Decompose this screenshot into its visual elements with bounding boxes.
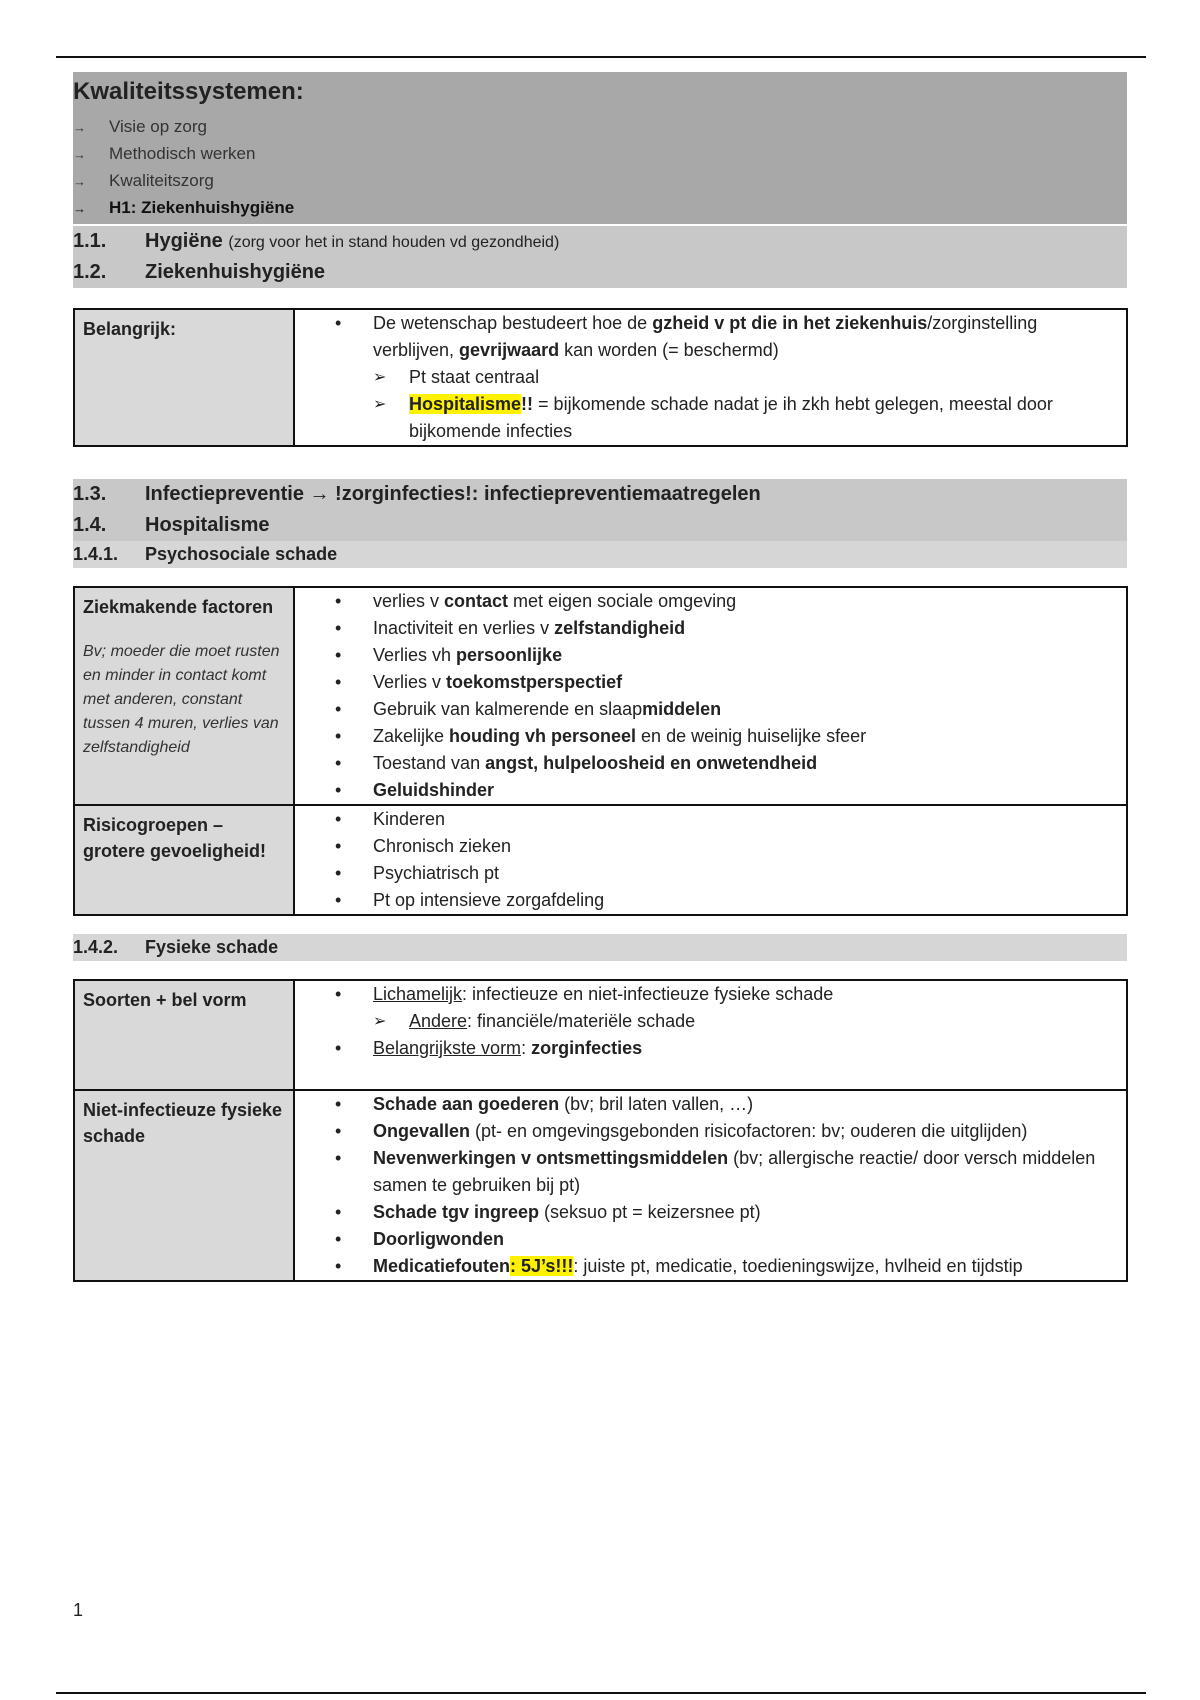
arrow-right-icon: →: [73, 120, 86, 135]
list-item: • Schade tgv ingreep (seksuo pt = keizersnee pt): [335, 1199, 1106, 1226]
top-rule: [56, 56, 1146, 58]
sub-list: [373, 364, 1106, 445]
list-item: • Zakelijke houding vh personeel en de weinig huiselijke sfeer: [335, 723, 1106, 750]
list-item: • Toestand van angst, hulpeloosheid en onwetendheid: [335, 750, 1106, 777]
table-label: Risicogroepen – grotere gevoeligheid!: [74, 805, 294, 915]
heading-1-1: 1.1. Hygiëne (zorg voor het in stand houden vd gezondheid): [73, 226, 1127, 257]
psychosociale-schade-table: [73, 586, 1128, 916]
sub-list-item: ➢ Andere: financiële/materiële schade: [373, 1008, 1106, 1035]
belangrijk-table: [73, 308, 1128, 447]
list-item: • Verlies vh persoonlijke: [335, 642, 1106, 669]
arrow-right-icon: →: [73, 201, 86, 216]
list-item: • Chronisch zieken: [335, 833, 1106, 860]
list-item: • Pt op intensieve zorgafdeling: [335, 887, 1106, 914]
table-label: Niet-infectieuze fysieke schade: [74, 1090, 294, 1281]
sub-list-item: ➢ Pt staat centraal: [373, 364, 1106, 391]
bullet-list: [335, 1091, 1106, 1280]
list-item: • De wetenschap bestudeert hoe de gzheid v pt die in het ziekenhuis/zorginstelling verblijven, gevrijwaard kan worden (= beschermd) ➢ Pt staat centraal ➢ Hospitalisme!! = bijkomende schade nadat je ih zkh hebt gelegen, meestal door bijkomende infecties: [335, 310, 1106, 445]
list-item: • Geluidshinder: [335, 777, 1106, 804]
document-content: [73, 72, 1127, 1282]
outline-item-visie: → Visie op zorg: [73, 114, 1127, 141]
list-item: • Kinderen: [335, 806, 1106, 833]
heading-1-4: 1.4. Hospitalisme: [73, 510, 1127, 541]
bullet-list: [335, 981, 1106, 1062]
outline-item-methodisch: → Methodisch werken: [73, 141, 1127, 168]
heading-1-4-2: 1.4.2. Fysieke schade: [73, 934, 1127, 961]
list-item: • Inactiviteit en verlies v zelfstandigheid: [335, 615, 1106, 642]
bullet-list: [335, 588, 1106, 804]
heading-1-3: 1.3. Infectiepreventie → !zorginfecties!: infectiepreventiemaatregelen: [73, 479, 1127, 510]
list-item: • verlies v contact met eigen sociale omgeving: [335, 588, 1106, 615]
title-block: [73, 72, 1127, 224]
outline-item-h1: → H1: Ziekenhuishygiëne: [73, 195, 1127, 222]
outline-item-kwaliteitszorg: → Kwaliteitszorg: [73, 168, 1127, 195]
list-item: • Medicatiefouten: 5J’s!!!: juiste pt, medicatie, toedieningswijze, hvlheid en tijdstip: [335, 1253, 1106, 1280]
list-item: • Ongevallen (pt- en omgevingsgebonden risicofactoren: bv; ouderen die uitglijden): [335, 1118, 1106, 1145]
document-title: Kwaliteitssystemen:: [73, 78, 304, 105]
heading-1-2: 1.2. Ziekenhuishygiëne: [73, 257, 1127, 288]
table-label: Belangrijk:: [74, 309, 294, 446]
list-item: • Nevenwerkingen v ontsmettingsmiddelen (bv; allergische reactie/ door versch middelen samen te gebruiken bij pt): [335, 1145, 1106, 1199]
list-item: • Psychiatrisch pt: [335, 860, 1106, 887]
sub-list: [373, 1008, 1106, 1035]
sub-list-item: ➢ Hospitalisme!! = bijkomende schade nadat je ih zkh hebt gelegen, meestal door bijkomende infecties: [373, 391, 1106, 445]
arrow-right-icon: →: [73, 147, 86, 162]
table-label: Soorten + bel vorm: [74, 980, 294, 1090]
list-item: • Doorligwonden: [335, 1226, 1106, 1253]
table-label: Ziekmakende factoren Bv; moeder die moet rusten en minder in contact komt met anderen, constant tussen 4 muren, verlies van zelfstandigheid: [74, 587, 294, 805]
list-item: • Gebruik van kalmerende en slaapmiddelen: [335, 696, 1106, 723]
bullet-list: [335, 806, 1106, 914]
page-number: 1: [73, 1600, 84, 1620]
arrow-right-icon: →: [73, 174, 86, 189]
list-item: • Schade aan goederen (bv; bril laten vallen, …): [335, 1091, 1106, 1118]
bullet-list: [335, 310, 1106, 445]
list-item: • Verlies v toekomstperspectief: [335, 669, 1106, 696]
heading-1-4-1: 1.4.1. Psychosociale schade: [73, 541, 1127, 568]
example-note: Bv; moeder die moet rusten en minder in contact komt met anderen, constant tussen 4 muren, verlies van zelfstandigheid: [83, 643, 280, 756]
list-item: • Lichamelijk: infectieuze en niet-infectieuze fysieke schade ➢ Andere: financiële/materiële schade: [335, 981, 1106, 1035]
fysieke-schade-table: [73, 979, 1128, 1282]
list-item: • Belangrijkste vorm: zorginfecties: [335, 1035, 1106, 1062]
bottom-rule: [56, 1692, 1146, 1694]
